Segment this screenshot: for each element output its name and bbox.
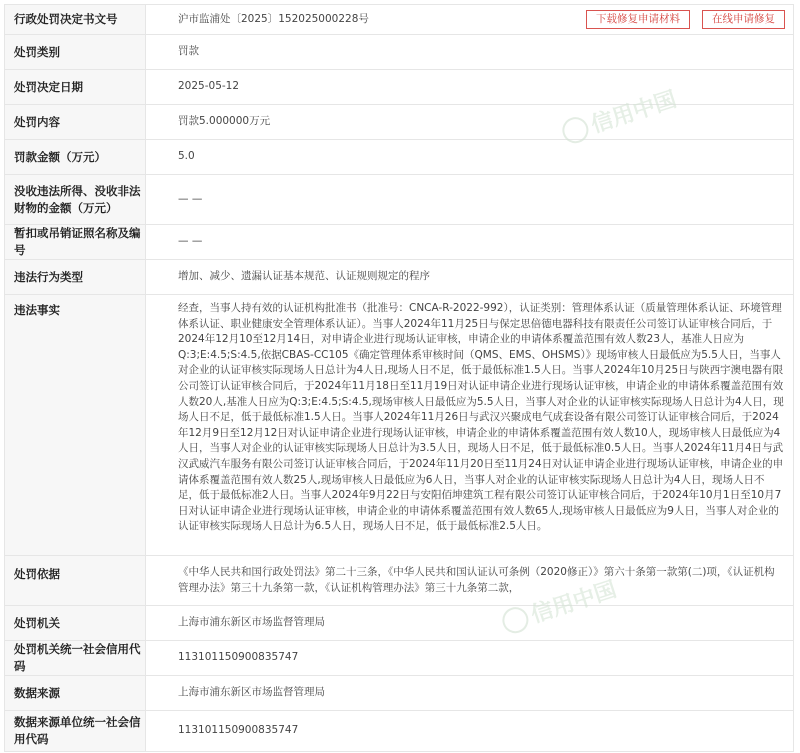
watermark: 信用中国 xyxy=(498,573,620,639)
row-penalty-content xyxy=(5,105,793,140)
row-value: 经查，当事人持有效的认证机构批准书（批准号：CNCA-R-2022-992），认证类别：管理体系认证（质量管理体系认证、环境管理体系认证、职业健康安全管理体系认证）。当事人2024年11月25日与保定思倍德电器科技有限责任公司签订认证审核合同后，于2024年12月10至12月14日，对申请企业进行现场认证审核，申请企业的申请体系覆盖范围有效人数23人，基准人日应为Q:3;E:4.5;S:4.5,依据CBAS-CC105《确定管理体系审核时间（QMS、EMS、OHSMS）》现场审核人日最低应为5.5人日，当事人对企业的认证审核实际现场人日总计为4人日,现场人日不足，低于最低标准1.5人日。当事人2024年10月25日与陕西宇澳电器有限公司签订认证审核合同后，于2024年11月18日至11月19日对认证申请企业进行现场认证审核，申请企业的申请体系覆盖范围有效人数20人,基准人日应为Q:3;E:4.5;S:4.5,现场审核人日最低应为5.5人日，当事人对企业的认证审核实际现场人日总计为4人日，现场人日不足，低于最低标准1.5人日。当事人2024年11月26日与武汉兴聚成电气成套设备有限公司签订认证审核合同后，于2024年12月9日至12月12日对认证申请企业进行现场认证审核，申请企业的申请体系覆盖范围有效人数10人，现场审核人日最低应为4人日，当事人对企业的认证审核实际现场人日总计为3.5人日，现场人日不足，低于最低标准0.5人日。当事人2024年11月4日与武汉武威汽车服务有限公司签订认证审核合同后，于2024年11月20日至11月24日对认证申请企业进行现场认证审核，申请企业的申请体系覆盖范围有效人数25人,现场审核人日最低应为6人日，当事人对企业的认证审核实际现场人日总计为4人日，现场人日不足，低于最低标准2人日。当事人2024年9月22日与安阳佰坤建筑工程有限公司签订认证审核合同后，于2024年10月1日至10月7日对认证申请企业进行现场认证审核，申请企业的申请体系覆盖范围有效人数65人,现场审核人日最低应为9人日，当事人对企业的认证审核实际现场人日总计为6.5人日，现场人日不足，低于最低标准2.5人日。 xyxy=(178,302,784,533)
row-label: 数据来源单位统一社会信用代码 xyxy=(5,711,146,751)
row-value xyxy=(146,5,793,34)
row-authority-credit-code xyxy=(5,641,793,676)
row-label: 行政处罚决定书文号 xyxy=(5,5,146,34)
row-value: 罚款5.000000万元 xyxy=(178,115,271,128)
download-repair-materials-button[interactable]: 下载修复申请材料 xyxy=(586,10,690,29)
row-value: — — xyxy=(178,235,203,248)
row-value: 《中华人民共和国行政处罚法》第二十三条，《中华人民共和国认证认可条例（2020修正）》第六十条第一款第(二)项，《认证机构管理办法》第三十九条第一款，《认证机构管理办法》第三十九条第二款， xyxy=(178,566,775,594)
row-license-suspension xyxy=(5,225,793,260)
row-source-credit-code xyxy=(5,711,793,751)
row-value: 2025-05-12 xyxy=(178,80,240,93)
row-value: 上海市浦东新区市场监督管理局 xyxy=(178,616,325,629)
row-value: 罚款 xyxy=(178,45,199,58)
row-violation-facts xyxy=(5,295,793,556)
row-value: 113101150900835747 xyxy=(178,651,299,664)
row-value: 上海市浦东新区市场监督管理局 xyxy=(178,686,325,699)
row-value: — — xyxy=(178,192,203,205)
row-label: 违法事实 xyxy=(5,295,146,555)
penalty-detail-table xyxy=(4,4,794,752)
row-label: 处罚机关统一社会信用代码 xyxy=(5,641,146,675)
row-label: 没收违法所得、没收非法财物的金额（万元） xyxy=(5,175,146,224)
row-label: 暂扣或吊销证照名称及编号 xyxy=(5,225,146,259)
watermark: 信用中国 xyxy=(558,83,680,149)
action-buttons xyxy=(586,10,785,29)
row-value: 113101150900835747 xyxy=(178,724,299,737)
row-penalty-category xyxy=(5,35,793,70)
decision-number: 沪市监浦处〔2025〕152025000228号 xyxy=(178,12,369,25)
row-label: 处罚依据 xyxy=(5,556,146,605)
row-decision-number xyxy=(5,5,793,35)
row-label: 数据来源 xyxy=(5,676,146,710)
row-label: 处罚内容 xyxy=(5,105,146,139)
row-data-source xyxy=(5,676,793,711)
row-value: 增加、减少、遗漏认证基本规范、认证规则规定的程序 xyxy=(178,270,430,283)
row-decision-date xyxy=(5,70,793,105)
row-value: 5.0 xyxy=(178,150,195,163)
row-violation-type xyxy=(5,260,793,295)
row-fine-amount xyxy=(5,140,793,175)
row-label: 处罚类别 xyxy=(5,35,146,69)
row-label: 处罚决定日期 xyxy=(5,70,146,104)
row-penalty-basis xyxy=(5,556,793,606)
online-repair-application-button[interactable]: 在线申请修复 xyxy=(702,10,785,29)
row-penalty-authority xyxy=(5,606,793,641)
row-label: 罚款金额（万元） xyxy=(5,140,146,174)
row-label: 处罚机关 xyxy=(5,606,146,640)
row-label: 违法行为类型 xyxy=(5,260,146,294)
row-confiscation-amount xyxy=(5,175,793,225)
